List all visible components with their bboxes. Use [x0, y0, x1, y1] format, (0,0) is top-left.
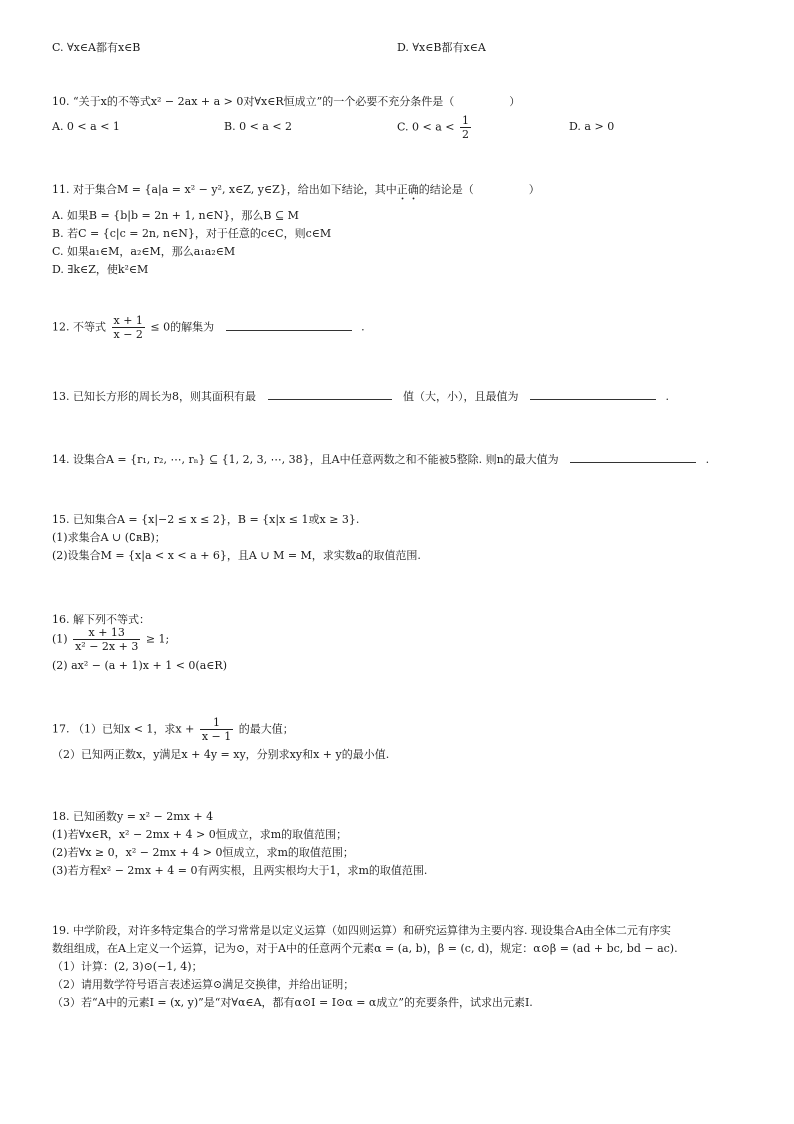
q11-option-c: C. 如果a₁∈M，a₂∈M，那么a₁a₂∈M: [52, 245, 236, 258]
q13-end: .: [665, 390, 669, 403]
q18-stem: 18. 已知函数y = x² − 2mx + 4: [52, 810, 214, 823]
q19-part-3: （3）若“A中的元素I = (x, y)”是“对∀α∈A，都有α⊙I = I⊙α = α成立”的充要条件，试求出元素I.: [52, 996, 533, 1009]
q11-option-b: B. 若C = {c|c = 2n, n∈N}，对于任意的c∈C，则c∈M: [52, 227, 332, 240]
fraction-numerator: 1: [200, 716, 233, 730]
q19-part-1: （1）计算：(2, 3)⊙(−1, 4)；: [52, 960, 203, 973]
q10-option-b: B. 0 < a < 2: [224, 120, 293, 133]
q16-part-2: (2) ax² − (a + 1)x + 1 < 0(a∈R): [52, 659, 227, 672]
q13: [52, 388, 669, 405]
q13-answer-blank-2[interactable]: [530, 388, 656, 400]
fraction-denominator: x − 2: [113, 328, 143, 341]
q9-option-c: C. ∀x∈A都有x∈B: [52, 41, 141, 54]
q12-answer-blank[interactable]: [226, 319, 352, 331]
fraction-denominator: x² − 2x + 3: [75, 640, 139, 653]
q17-fraction: [200, 716, 233, 743]
q17-part-1-suffix: 的最大值；: [238, 722, 294, 736]
q19-stem-line-1: 19. 中学阶段，对许多特定集合的学习常常是以定义运算（如四则运算）和研究运算律为主要内容. 现设集合A由全体二元有序实: [52, 924, 671, 937]
q11-stem: [52, 182, 540, 203]
q10-option-d: D. a > 0: [569, 120, 615, 133]
q11-stem-pre: 11. 对于集合M = {a|a = x² − y², x∈Z, y∈Z}，给出如下结论，其中: [52, 183, 397, 196]
q19-part-2: （2）请用数学符号语言表述运算⊙满足交换律，并给出证明；: [52, 978, 355, 991]
q18-part-3: (3)若方程x² − 2mx + 4 = 0有两实根，且两实根均大于1，求m的取值范围.: [52, 864, 428, 877]
q17-part-1-prefix: 17. （1）已知x < 1，求x +: [52, 722, 195, 736]
q10-option-c-lhs: 0 < a <: [412, 120, 455, 134]
q11-stem-emphasis: 正确: [396, 183, 419, 196]
q12-prefix: 12. 不等式: [52, 320, 106, 334]
q11-option-a: A. 如果B = {b|b = 2n + 1, n∈N}，那么B ⊆ M: [52, 209, 299, 222]
q18-part-2: (2)若∀x ≥ 0，x² − 2mx + 4 > 0恒成立，求m的取值范围；: [52, 846, 354, 859]
q14-prefix: 14. 设集合A = {r₁, r₂, ⋯, rₙ} ⊆ {1, 2, 3, ⋯, 38}，且A中任意两数之和不能被5整除. 则n的最大值为: [52, 453, 559, 466]
q16-part-1-prefix: (1): [52, 632, 68, 646]
q10-stem: 10. “关于x的不等式x² − 2ax + a > 0对∀x∈R恒成立”的一个必要不充分条件是（ ）: [52, 95, 521, 108]
q16-stem: 16. 解下列不等式：: [52, 613, 150, 626]
q16-part-1-suffix: ≥ 1;: [145, 632, 170, 646]
fraction-denominator: 2: [462, 128, 470, 141]
fraction-denominator: x − 1: [201, 730, 232, 743]
q10-option-c-label: C.: [397, 120, 409, 134]
q13-answer-blank-1[interactable]: [268, 388, 392, 400]
q17-part-1: [52, 716, 294, 743]
q14: [52, 451, 709, 468]
q13-prefix: 13. 已知长方形的周长为8，则其面积有最: [52, 390, 256, 403]
q17-part-2: （2）已知两正数x，y满足x + 4y = xy，分别求xy和x + y的最小值.: [52, 748, 390, 761]
q12-end: .: [361, 320, 365, 334]
q15-part-1: (1)求集合A ∪ (∁ʀB)；: [52, 531, 166, 544]
q14-answer-blank[interactable]: [570, 451, 696, 463]
q10-option-c-fraction: [460, 114, 471, 141]
fraction-numerator: x + 1: [113, 314, 143, 327]
q15-stem: 15. 已知集合A = {x|−2 ≤ x ≤ 2}，B = {x|x ≤ 1或x ≥ 3}.: [52, 513, 360, 526]
fraction-numerator: 1: [462, 114, 470, 127]
q12-suffix: ≤ 0的解集为: [150, 320, 215, 334]
q9-option-d: D. ∀x∈B都有x∈A: [397, 41, 486, 54]
q12-fraction: [112, 314, 145, 341]
q16-fraction: [73, 626, 140, 653]
q19-stem-line-2: 数组组成，在A上定义一个运算，记为⊙，对于A中的任意两个元素α = (a, b)，β = (c, d)，规定：α⊙β = (ad + bc, bd − ac).: [52, 942, 678, 955]
fraction-numerator: x + 13: [73, 626, 140, 640]
q10-option-a: A. 0 < a < 1: [52, 120, 120, 133]
q13-middle: 值（大，小），且最值为: [403, 390, 519, 403]
q11-stem-post: 的结论是（ ）: [418, 183, 540, 196]
q10-option-c: [397, 114, 473, 141]
q11-option-d: D. ∃k∈Z，使k²∈M: [52, 263, 149, 276]
q14-end: .: [705, 453, 710, 466]
q16-part-1: [52, 626, 169, 653]
q15-part-2: (2)设集合M = {x|a < x < a + 6}，且A ∪ M = M，求实数a的取值范围.: [52, 549, 421, 562]
q18-part-1: (1)若∀x∈R，x² − 2mx + 4 > 0恒成立，求m的取值范围；: [52, 828, 348, 841]
q12: [52, 314, 365, 341]
